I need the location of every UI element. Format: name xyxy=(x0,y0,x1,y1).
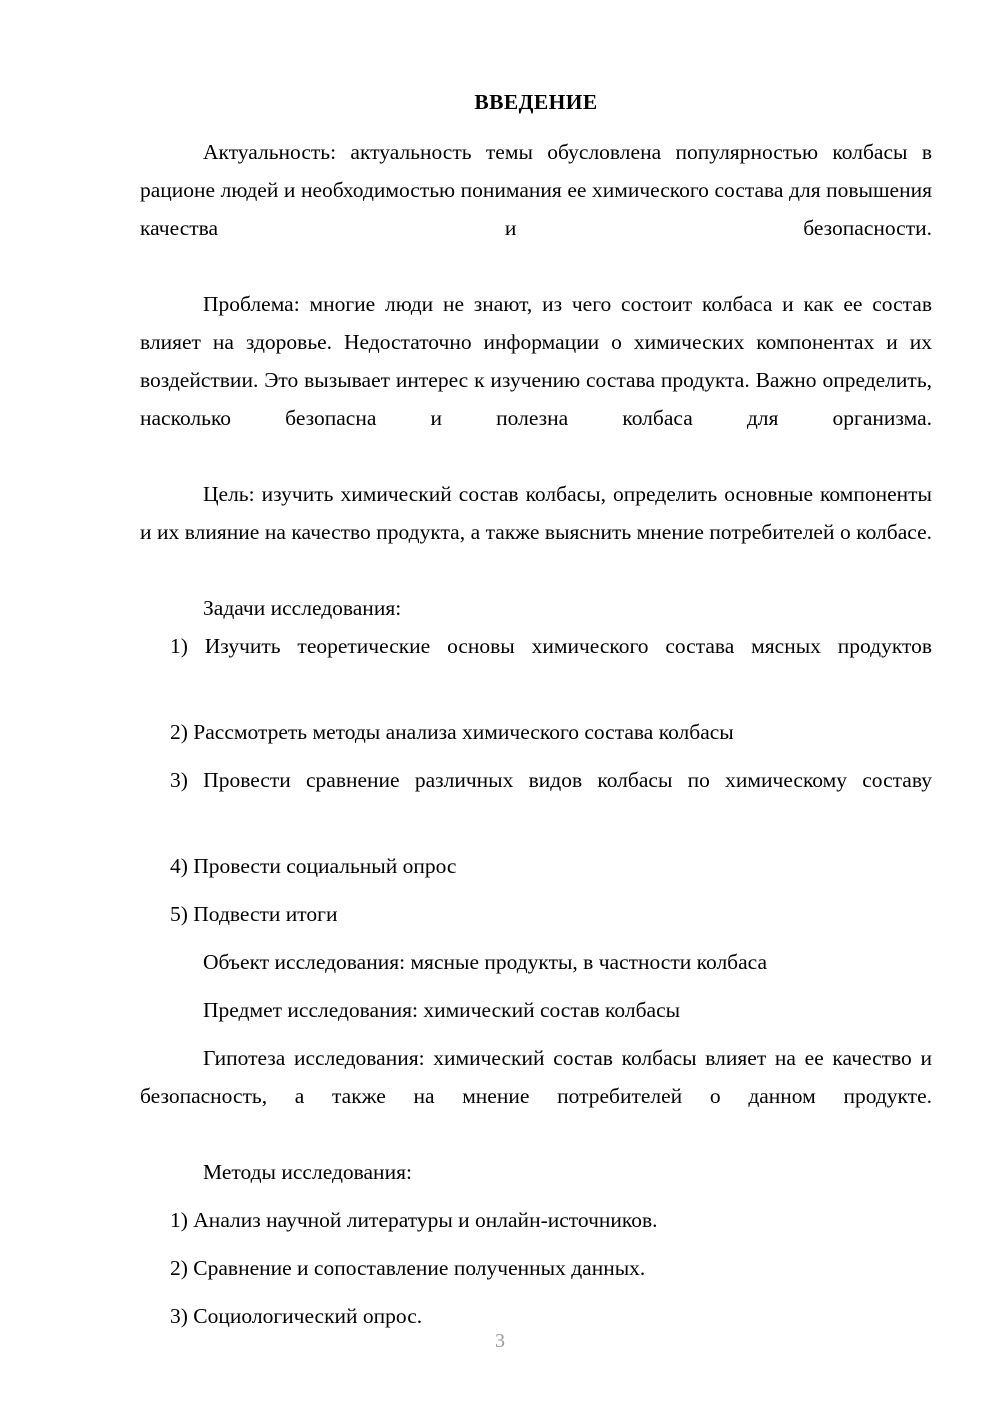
heading-methods: Методы исследования: xyxy=(203,1160,412,1185)
spacer xyxy=(140,1239,932,1249)
page-number: 3 xyxy=(495,1330,505,1352)
spacer xyxy=(140,933,932,943)
spacer xyxy=(140,981,932,991)
paragraph-hypothesis: Гипотеза исследования: химический состав колбасы влияет на ее качество и безопасность, а также на мнение потребителей о данном продукте. xyxy=(140,1046,932,1109)
spacer xyxy=(140,837,932,847)
paragraph-problem: Проблема: многие люди не знают, из чего состоит колбаса и как ее состав влияет на здоровье. Недостаточно информации о химических компонентах и их воздействии. Это вызывает интерес к изучению состава продукта. Важно определить, насколько безопасна и полезна колбаса для организма. xyxy=(140,292,932,431)
method-item-3: 3) Социологический опрос. xyxy=(170,1304,423,1329)
task-item-1: 1) Изучить теоретические основы химического состава мясных продуктов xyxy=(170,634,932,659)
spacer xyxy=(140,751,932,761)
spacer xyxy=(140,1191,932,1201)
task-item-5: 5) Подвести итоги xyxy=(170,902,338,927)
page-title: ВВЕДЕНИЕ xyxy=(474,90,598,114)
paragraph-relevance: Актуальность: актуальность темы обусловлена популярностью колбасы в рационе людей и необходимостью понимания ее химического состава для повышения качества и безопасности. xyxy=(140,140,932,241)
task-item-4: 4) Провести социальный опрос xyxy=(170,854,457,879)
method-item-1: 1) Анализ научной литературы и онлайн-источников. xyxy=(170,1208,658,1233)
document-body xyxy=(140,88,932,1335)
spacer xyxy=(140,703,932,713)
task-item-3: 3) Провести сравнение различных видов колбасы по химическому составу xyxy=(170,768,932,793)
method-item-2: 2) Сравнение и сопоставление полученных данных. xyxy=(170,1256,646,1281)
paragraph-object: Объект исследования: мясные продукты, в частности колбаса xyxy=(203,950,767,975)
heading-tasks: Задачи исследования: xyxy=(203,596,402,621)
spacer xyxy=(140,885,932,895)
task-item-2: 2) Рассмотреть методы анализа химического состава колбасы xyxy=(170,720,734,745)
paragraph-subject: Предмет исследования: химический состав колбасы xyxy=(203,998,681,1023)
spacer xyxy=(140,1287,932,1297)
spacer xyxy=(140,1029,932,1039)
paragraph-goal: Цель: изучить химический состав колбасы, определить основные компоненты и их влияние на качество продукта, а также выяснить мнение потребителей о колбасе. xyxy=(140,482,932,545)
